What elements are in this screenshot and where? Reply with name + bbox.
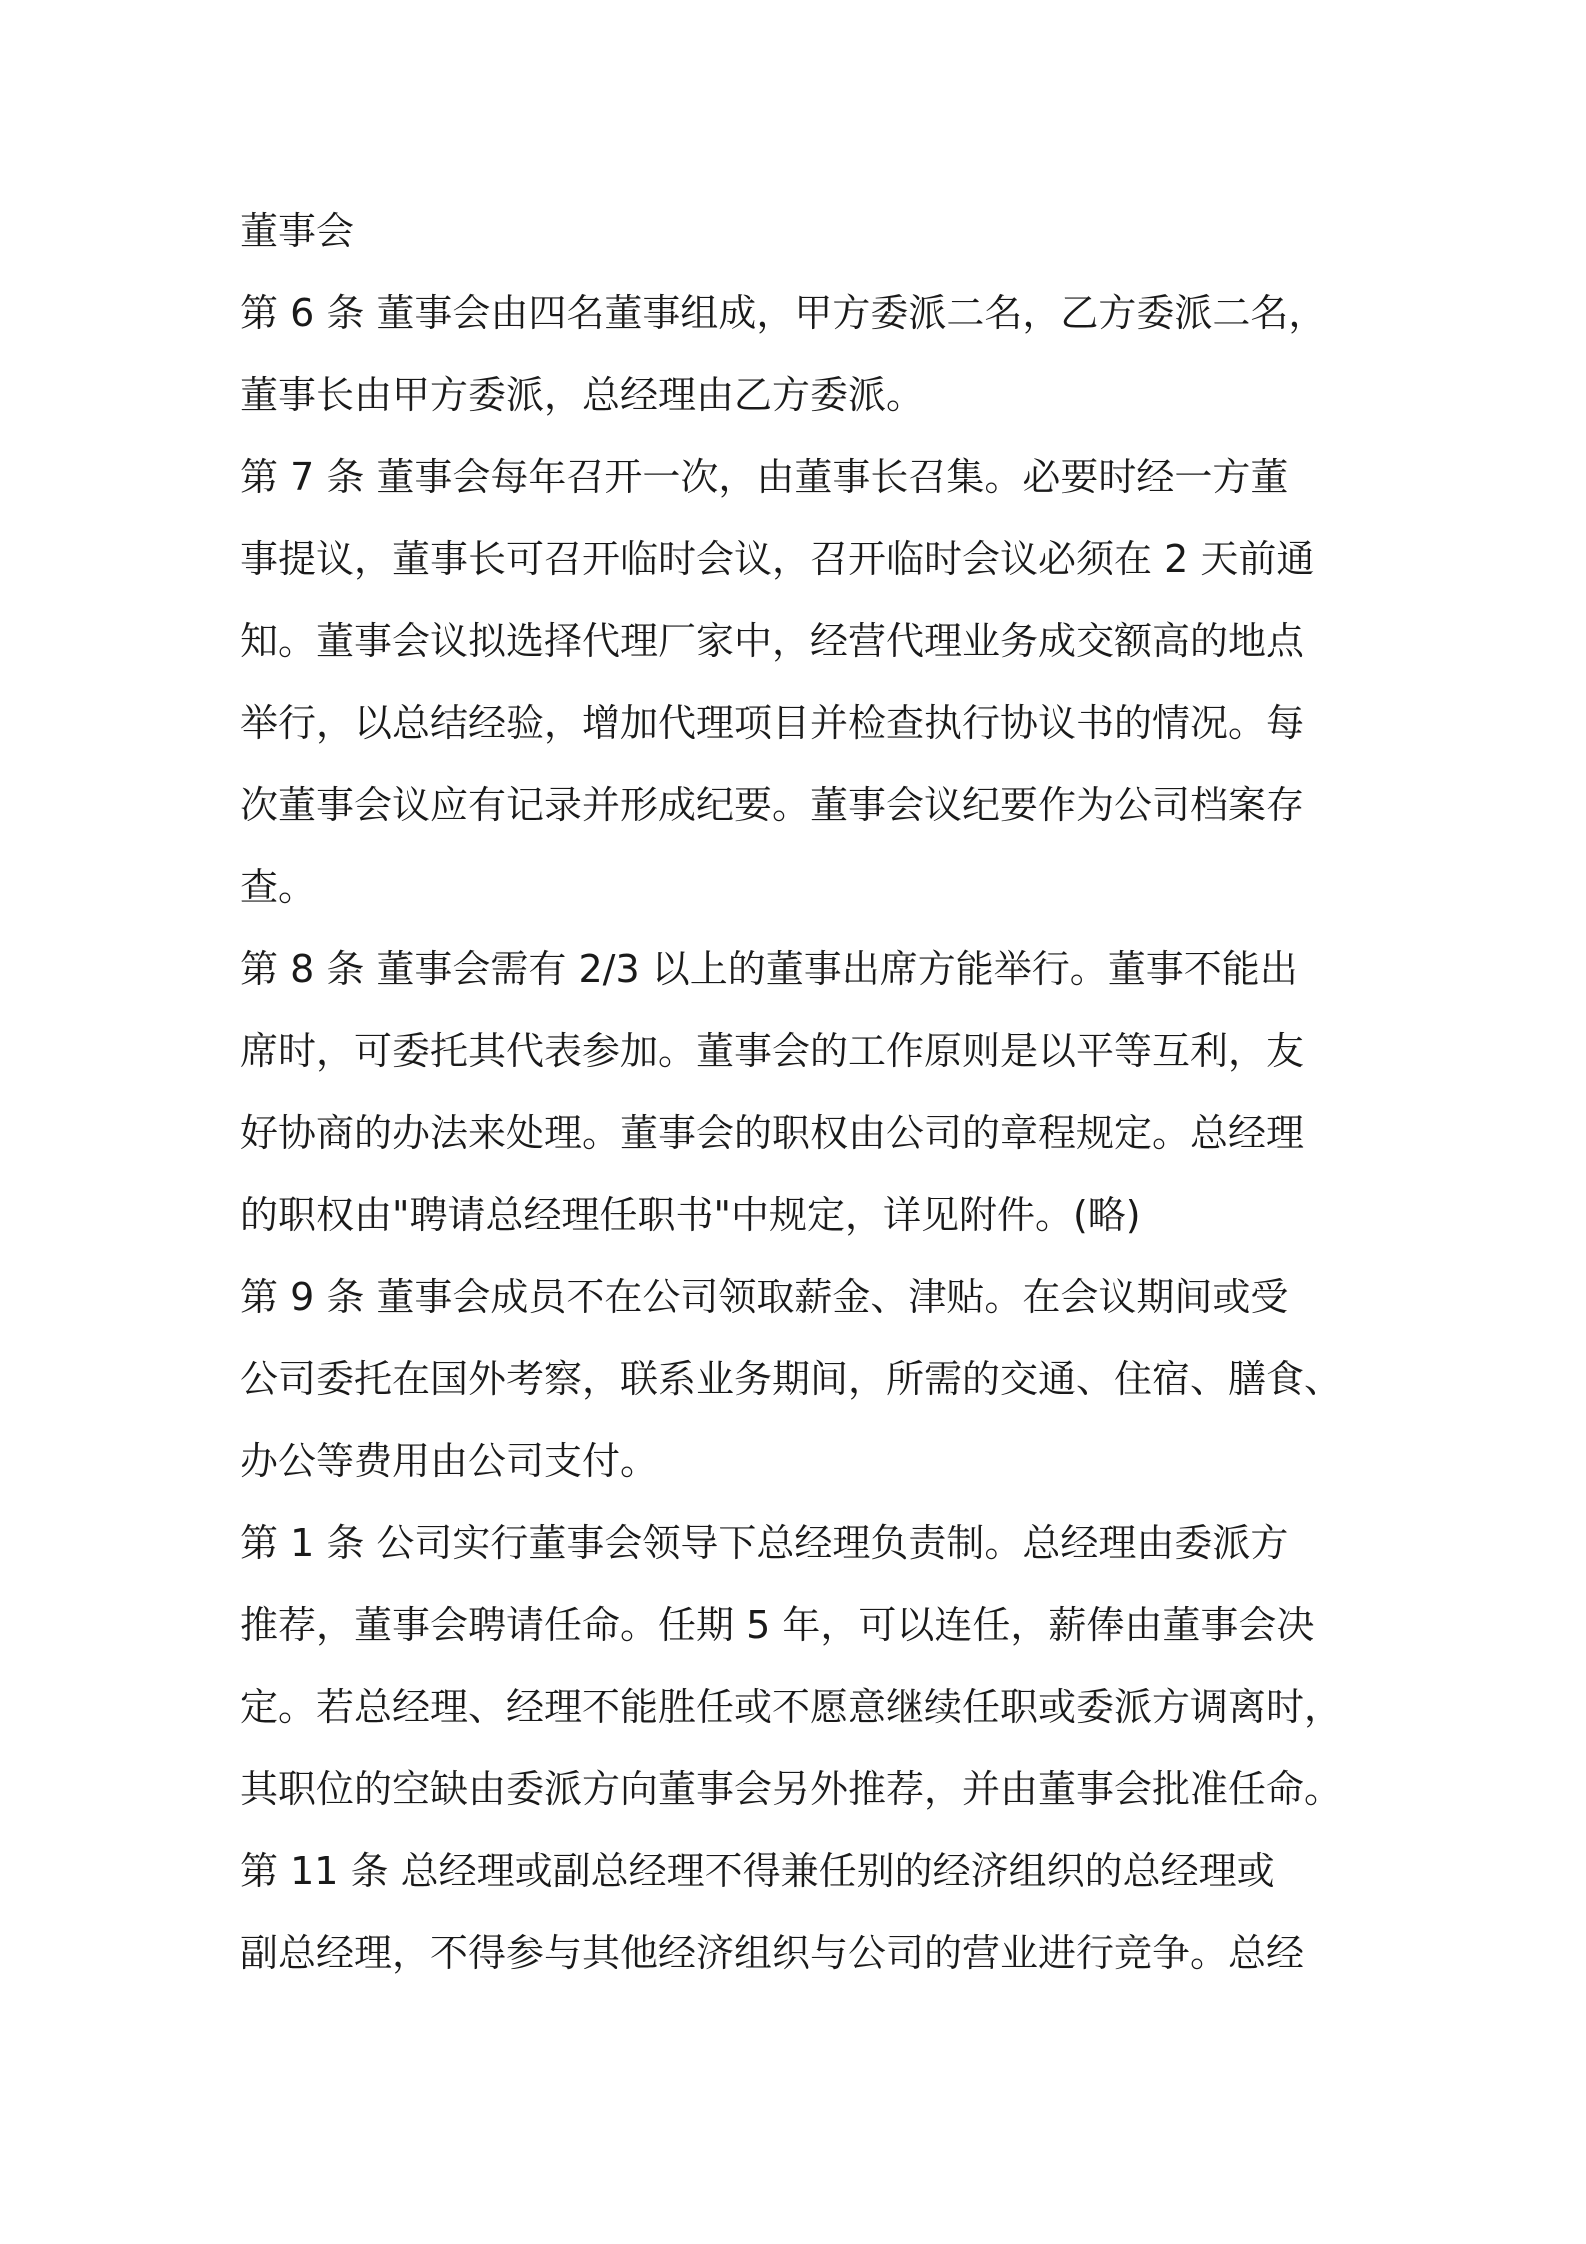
text-line: 第 6 条 董事会由四名董事组成，甲方委派二名，乙方委派二名， (240, 291, 1327, 335)
document-body (240, 190, 1360, 1994)
text-line: 第 8 条 董事会需有 2/3 以上的董事出席方能举行。董事不能出 (240, 947, 1298, 991)
text-line: 定。若总经理、经理不能胜任或不愿意继续任职或委派方调离时， (240, 1685, 1343, 1729)
text-line: 公司委托在国外考察，联系业务期间，所需的交通、住宿、膳食、 (240, 1357, 1343, 1401)
text-line: 办公等费用由公司支付。 (240, 1439, 659, 1483)
text-line: 查。 (240, 865, 317, 909)
text-line: 副总经理，不得参与其他经济组织与公司的营业进行竞争。总经 (240, 1931, 1305, 1975)
text-line: 第 9 条 董事会成员不在公司领取薪金、津贴。在会议期间或受 (240, 1275, 1289, 1319)
text-line: 举行，以总结经验，增加代理项目并检查执行协议书的情况。每 (240, 701, 1305, 745)
text-line: 第 11 条 总经理或副总经理不得兼任别的经济组织的总经理或 (240, 1849, 1275, 1893)
text-line: 其职位的空缺由委派方向董事会另外推荐，并由董事会批准任命。 (240, 1767, 1343, 1811)
text-line: 次董事会议应有记录并形成纪要。董事会议纪要作为公司档案存 (240, 783, 1305, 827)
text-line: 第 7 条 董事会每年召开一次，由董事长召集。必要时经一方董 (240, 455, 1289, 499)
text-line: 知。董事会议拟选择代理厂家中，经营代理业务成交额高的地点 (240, 619, 1305, 663)
text-line: 席时，可委托其代表参加。董事会的工作原则是以平等互利，友 (240, 1029, 1305, 1073)
text-line: 好协商的办法来处理。董事会的职权由公司的章程规定。总经理 (240, 1111, 1305, 1155)
section-heading: 董事会 (240, 209, 355, 253)
text-line: 推荐，董事会聘请任命。任期 5 年，可以连任，薪俸由董事会决 (240, 1603, 1315, 1647)
text-line: 的职权由"聘请总经理任职书"中规定，详见附件。(略) (240, 1193, 1141, 1237)
text-line: 事提议，董事长可召开临时会议，召开临时会议必须在 2 天前通 (240, 537, 1315, 581)
text-line: 董事长由甲方委派，总经理由乙方委派。 (240, 373, 925, 417)
text-line: 第 1 条 公司实行董事会领导下总经理负责制。总经理由委派方 (240, 1521, 1289, 1565)
